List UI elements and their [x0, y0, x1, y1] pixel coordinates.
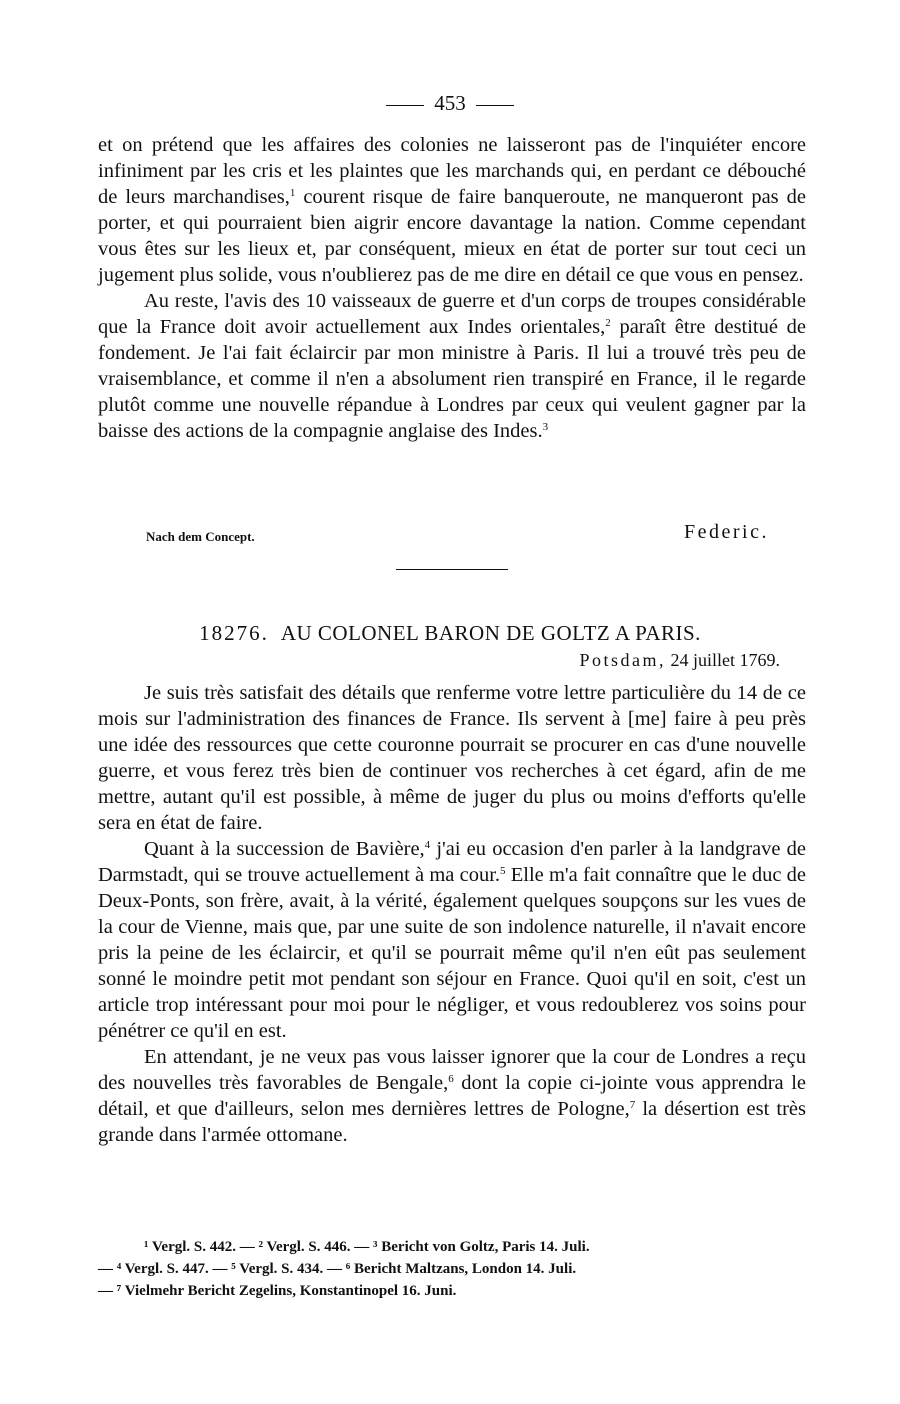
- letter-date: 24 juillet 1769.: [670, 650, 780, 670]
- footnote-ref: 2: [605, 317, 611, 329]
- footnote-line: — ⁴ Vergl. S. 447. — ⁵ Vergl. S. 434. — ⁶ Bericht Maltzans, London 14. Juli.: [98, 1261, 577, 1277]
- letter-title: AU COLONEL BARON DE GOLTZ A PARIS.: [280, 621, 701, 645]
- letter-number: 18276.: [199, 621, 269, 645]
- page-number: 453: [434, 91, 466, 115]
- paragraph-text: Je suis très satisfait des détails que renferme votre lettre particulière du 14 de ce mois sur l'administration des finances de France. Ils servent à [me] faire à peu près une idée des ressources que cette couronne pourrait se procurer en cas d'une nouvelle guerre, et vous ferez très bien de continuer vos recherches à cet égard, afin de me mettre, autant qu'il est possible, à même de juger du plus ou moins d'efforts qu'elle sera en état de faire.: [98, 682, 806, 834]
- header-dash-left: [386, 105, 424, 106]
- paragraph-text: dont la copie ci-jointe vous apprendra le détail, et que d'ailleurs, selon mes dernières lettres de Pologne,: [98, 1072, 806, 1120]
- letter-dateline: [579, 650, 780, 671]
- paragraph: [98, 836, 806, 1044]
- paragraph-text: courent risque de faire banqueroute, ne manqueront pas de porter, et qui pourraient bien aigrir encore davantage la nation. Comme cependant vous êtes sur les lieux et, par conséquent, mieux en état de porter sur tout ceci un jugement plus solide, vous n'oublierez pas de me dire en détail ce que vous en pensez.: [98, 186, 806, 286]
- paragraph: [98, 680, 806, 836]
- paragraph-text: En attendant, je ne veux pas vous laisser ignorer que la cour de Londres a reçu des nouvelles très favorables de Bengale,: [98, 1046, 806, 1094]
- section1-body: [98, 132, 806, 444]
- letter-place: Potsdam,: [579, 650, 666, 670]
- paragraph-text: Quant à la succession de Bavière,: [144, 838, 425, 860]
- paragraph: [98, 1044, 806, 1148]
- footnote-ref: 4: [424, 839, 431, 851]
- section-divider: [396, 569, 508, 570]
- footnote-line: — ⁷ Vielmehr Bericht Zegelins, Konstantinopel 16. Juni.: [98, 1283, 457, 1299]
- footnote-line: ¹ Vergl. S. 442. — ² Vergl. S. 446. — ³ Bericht von Goltz, Paris 14. Juli.: [144, 1239, 590, 1255]
- footnote-ref: 5: [500, 865, 506, 877]
- paragraph-text: Elle m'a fait connaître que le duc de Deux-Ponts, son frère, avait, à la vérité, également quelques soupçons sur les vues de la cour de Vienne, mais que, par une suite de son indolence naturelle, il n'avait encore pris la peine de les éclaircir, et qu'il se pourrait même qu'il n'en eût pas seulement sonné le moindre petit mot pendant son séjour en France. Quoi qu'il en soit, c'est un article trop intéressant pour moi pour le négliger, et vous redoublerez vos soins pour pénétrer ce qu'il en est.: [98, 864, 806, 1042]
- footnote-ref: 1: [289, 187, 296, 199]
- paragraph-text: Au reste, l'avis des 10 vaisseaux de guerre et d'un corps de troupes considérable que la France doit avoir actuellement aux Indes orientales,: [98, 290, 806, 338]
- page-header: [0, 88, 900, 118]
- paragraph: [98, 132, 806, 288]
- paragraph-text: et on prétend que les affaires des colonies ne laisseront pas de l'inquiéter encore infiniment par les cris et les plaintes que les marchands qui, en perdant ce débouché de leurs marchandises,: [98, 134, 806, 208]
- footnote-ref: 6: [448, 1073, 454, 1085]
- letter-heading: [0, 619, 900, 647]
- source-note: Nach dem Concept.: [146, 529, 255, 544]
- paragraph-text: la désertion est très grande dans l'armée ottomane.: [98, 1098, 807, 1146]
- paragraph-text: j'ai eu occasion d'en parler à la landgrave de Darmstadt, qui se trouve actuellement à ma cour.: [98, 838, 807, 886]
- header-dash-right: [476, 105, 514, 106]
- paragraph-text: paraît être destitué de fondement. Je l'ai fait éclaircir par mon ministre à Paris. Il lui a trouvé très peu de vraisemblance, et comme il n'en a absolument rien transpiré en France, il le regarde plutôt comme une nouvelle répandue à Londres par ceux qui veulent gagner par la baisse des actions de la compagnie anglaise des Indes.: [98, 316, 807, 442]
- footnotes: [98, 1236, 808, 1302]
- footnote-ref: 3: [542, 421, 549, 433]
- signature: Federic.: [684, 521, 769, 543]
- paragraph: [98, 288, 806, 444]
- footnote-ref: 7: [629, 1099, 636, 1111]
- letter-body: [98, 680, 806, 1148]
